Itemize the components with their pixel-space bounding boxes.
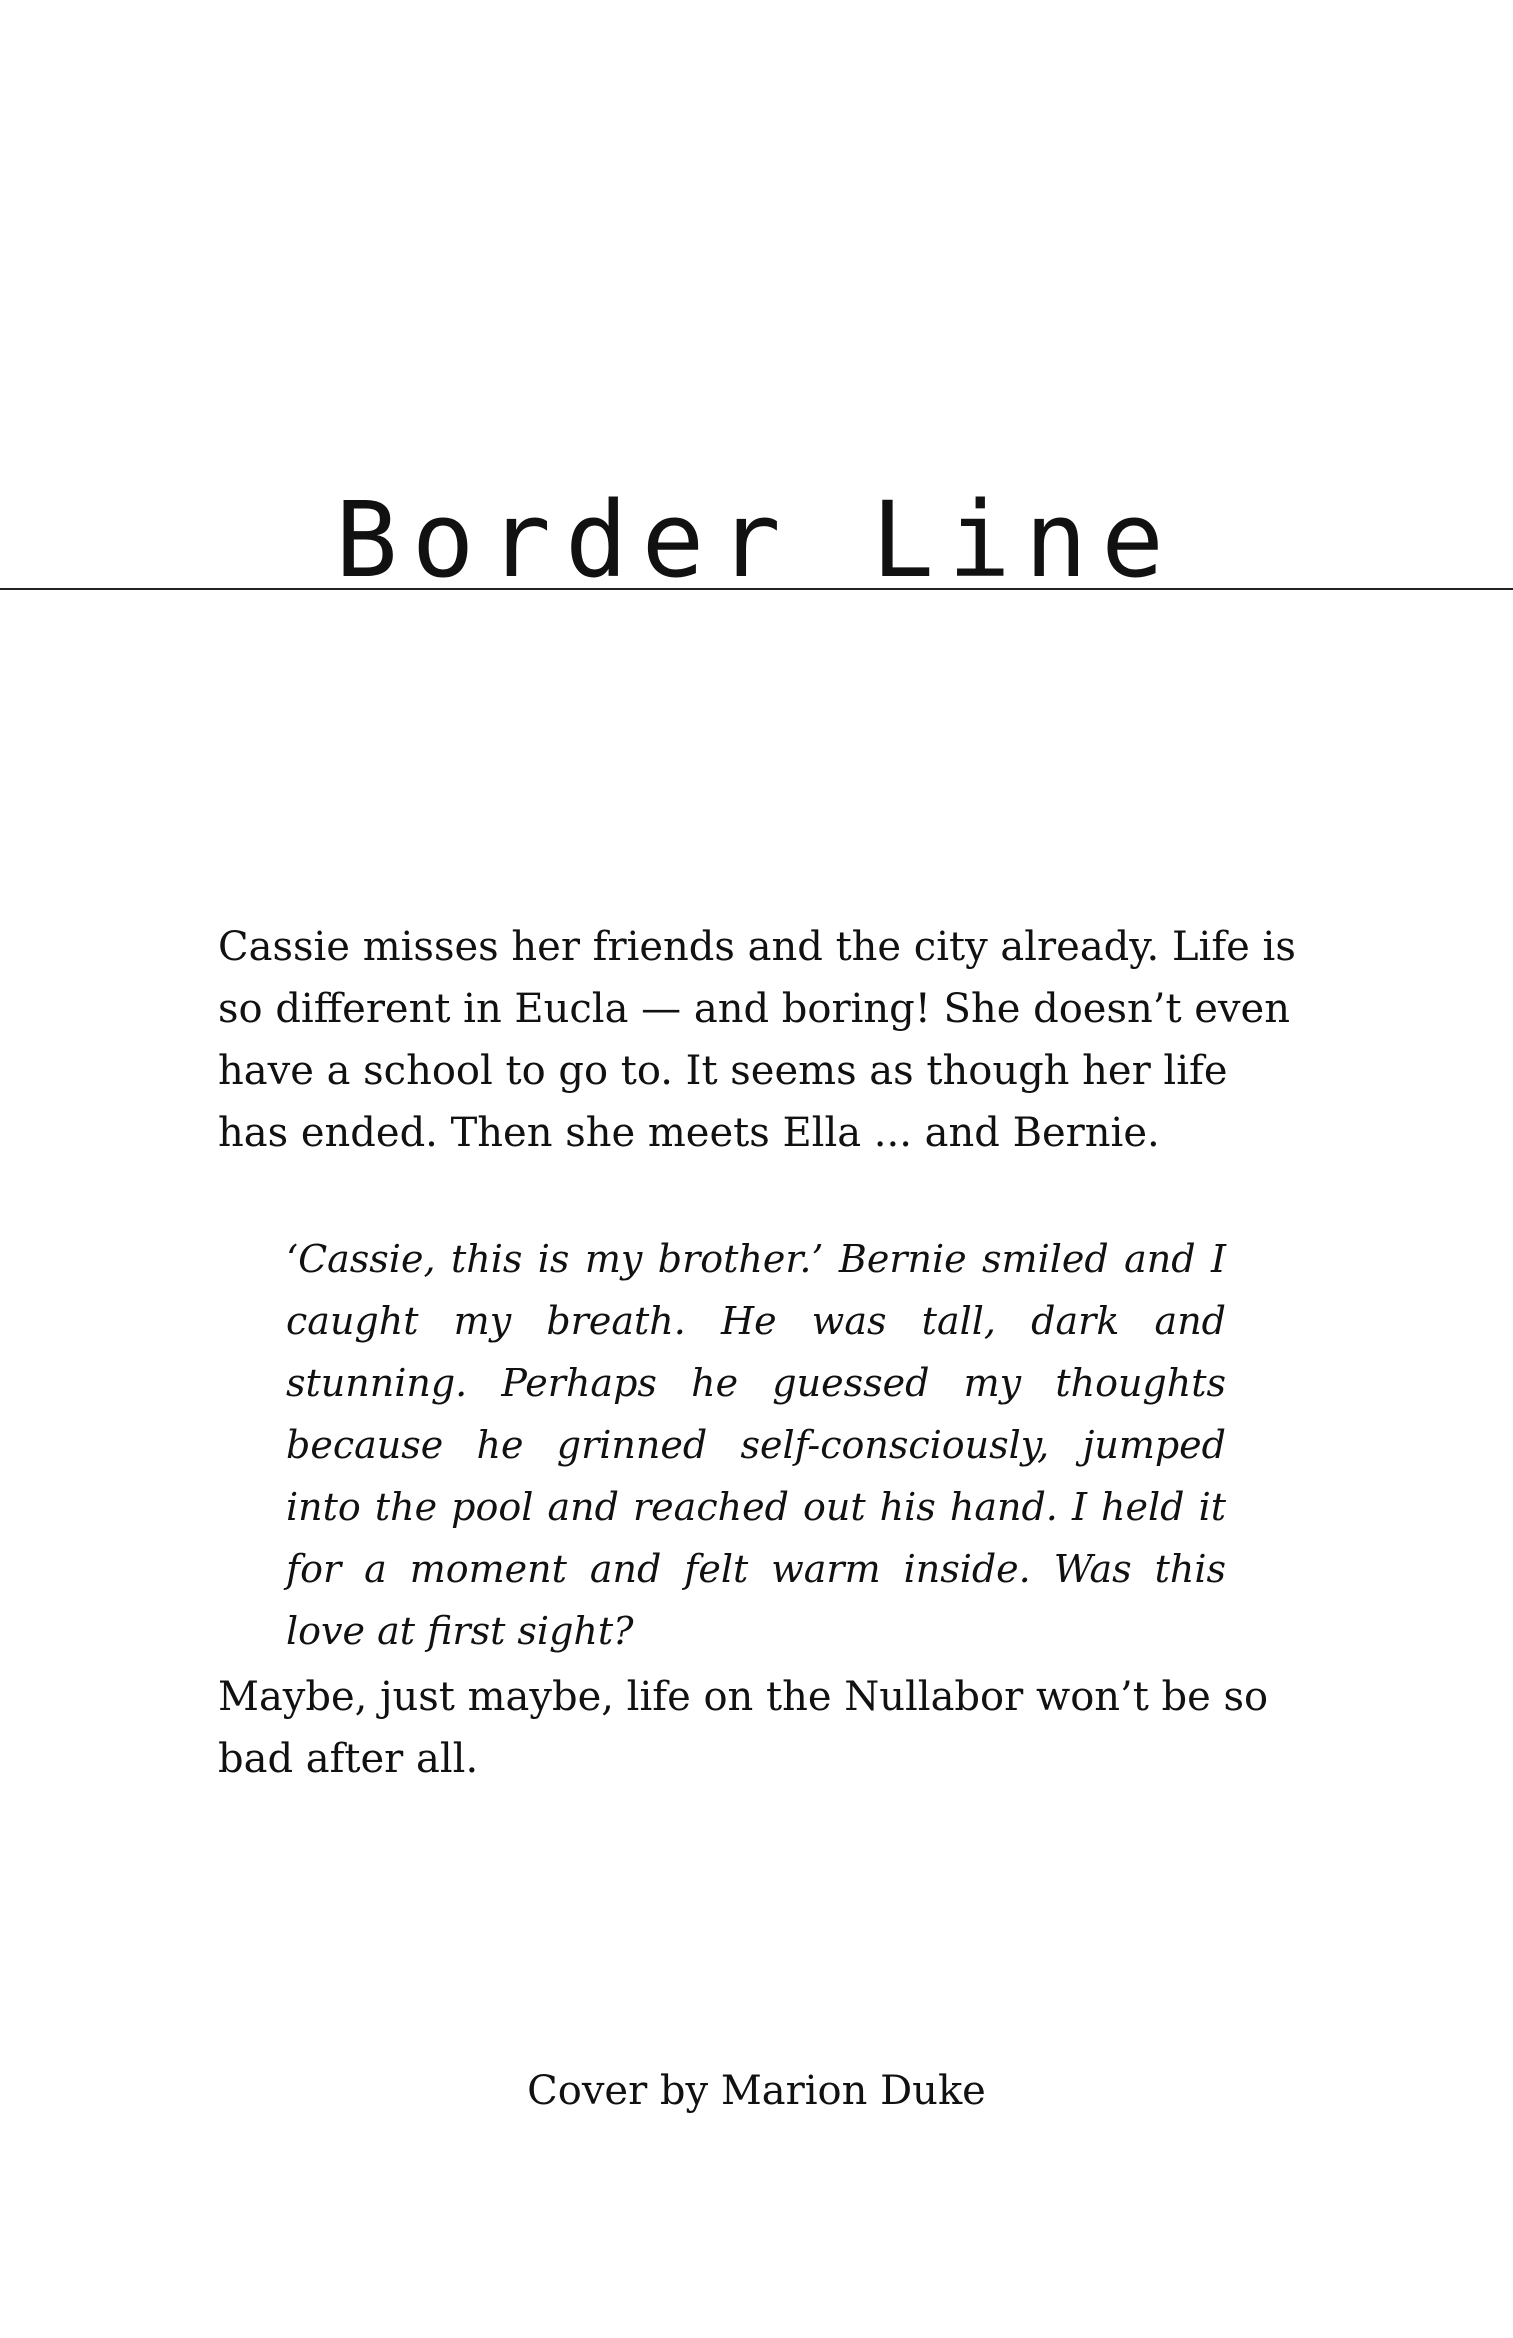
cover-credit: Cover by Marion Duke [527,2068,986,2114]
blurb-opening-paragraph: Cassie misses her friends and the city already. Life is so different in Eucla — and boring! She doesn’t even have a school to go to. It seems as though her life has ended. Then she meets Ella ... and Bernie. [218,924,1296,1156]
book-title: Border Line [335,479,1178,601]
excerpt-quote: ‘Cassie, this is my brother.’ Bernie smiled and I caught my breath. He was tall, dark and stunning. Perhaps he guessed my thoughts because he grinned self-consciously, jumped into the pool and reached out his hand. I held it for a moment and felt warm inside. Was this love at first sight? [286,1237,1226,1653]
blurb-closing-paragraph: Maybe, just maybe, life on the Nullabor won’t be so bad after all. [218,1674,1269,1782]
title-rule [0,588,1513,590]
